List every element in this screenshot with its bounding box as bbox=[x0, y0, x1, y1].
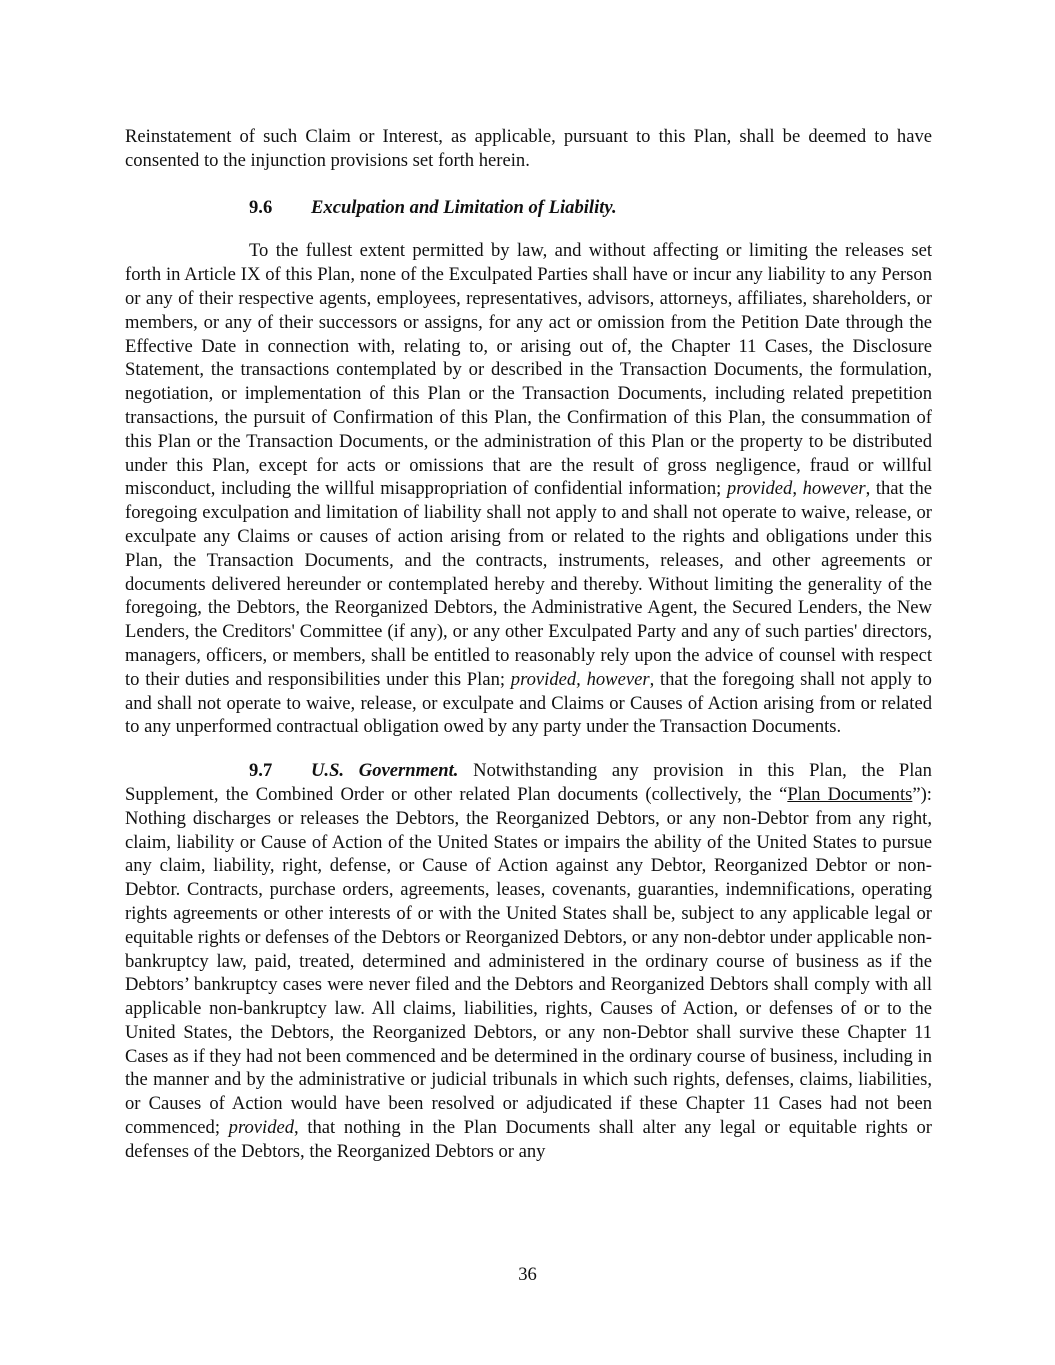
body-text: , that the foregoing exculpation and limitation of liability shall not apply to and shall not operate to waive, release, or exculpate any Claims or causes of action arising from or related to the rights and obligations under this Plan, the Transaction Documents, and the contracts, instruments, releases, and other agreements or documents delivered hereunder or contemplated hereby and thereby. Without limiting the generality of the foregoing, the Debtors, the Reorganized Debtors, the Administrative Agent, the Secured Lenders, the New Lenders, the Creditors' Committee (if any), or any other Exculpated Party and any of such parties' directors, managers, officers, or members, shall be entitled to reasonably rely upon the advice of counsel with respect to their duties and responsibilities under this Plan; bbox=[125, 478, 933, 690]
italic-term: provided bbox=[726, 478, 793, 500]
intro-paragraph: Reinstatement of such Claim or Interest, as applicable, pursuant to this Plan, shall be deemed to have consented to the injunction provisions set forth herein. bbox=[125, 126, 932, 171]
body-text: , that nothing in the Plan Documents shall alter any legal or equitable rights or defenses of the Debtors, the Reorganized Debtors or any bbox=[125, 1117, 932, 1162]
body-text: , that the foregoing shall not apply to and shall not operate to waive, release, or exculpate and Claims or Causes of Action arising from or related to any unperformed contractual obligation owed by any party under the Transaction Documents. bbox=[125, 668, 932, 738]
section-number: 9.7 bbox=[249, 760, 273, 782]
section-title: Exculpation and Limitation of Liability. bbox=[311, 196, 617, 218]
italic-term: provided, however bbox=[510, 668, 650, 690]
section-9-6-heading bbox=[125, 196, 932, 220]
italic-term: however bbox=[802, 478, 866, 500]
section-9-7-body bbox=[125, 759, 932, 1164]
section-9-6-body bbox=[125, 239, 932, 739]
body-text: Notwithstanding any provision in this Plan, the Plan Supplement, the Combined Order or other related Plan documents (collectively, the “ bbox=[125, 760, 932, 805]
body-text: To the fullest extent permitted by law, and without affecting or limiting the releases set forth in Article IX of this Plan, none of the Exculpated Parties shall have or incur any liability to any Person or any of their respective agents, employees, representatives, advisors, attorneys, affiliates, shareholders, or members, or any of their successors or assigns, for any act or omission from the Petition Date through the Effective Date in connection with, relating to, or arising out of, the Chapter 11 Cases, the Disclosure Statement, the transactions contemplated by or described in the Transaction Documents, the formulation, negotiation, or implementation of this Plan or the Transaction Documents, including related prepetition transactions, the pursuit of Confirmation of this Plan, the Confirmation of this Plan, the consummation of this Plan or the Transaction Documents, or the administration of this Plan or the property to be distributed under this Plan, except for acts or omissions that are the result of gross negligence, fraud or willful misconduct, including the willful misappropriation of confidential information; bbox=[125, 240, 932, 500]
page-number: 36 bbox=[518, 1264, 537, 1285]
body-text: , bbox=[792, 478, 803, 500]
body-text: ”): Nothing discharges or releases the Debtors, the Reorganized Debtors, or any non-Debtor from any right, claim, liability or Cause of Action of the United States or impairs the ability of the United States to pursue any claim, liability, right, defense, or Cause of Action against any Debtor, Reorganized Debtor or non-Debtor. Contracts, purchase orders, agreements, leases, covenants, guaranties, indemnifications, operating rights agreements or other interests of or with the United States shall be, subject to any applicable legal or equitable rights or defenses of the Debtors or Reorganized Debtors, or any non-debtor under applicable non-bankruptcy law, paid, treated, determined and administered in the ordinary course of business as if the Debtors’ bankruptcy cases were never filed and the Debtors and Reorganized Debtors shall comply with all applicable non-bankruptcy law. All claims, liabilities, rights, Causes of Action, or defenses of or to the United States, the Debtors, the Reorganized Debtors, or any non-Debtor shall survive these Chapter 11 Cases as if they had not been commenced and be determined in the ordinary course of business, including in the manner and by the administrative or judicial tribunals in which such rights, defenses, claims, liabilities, or Causes of Action would have been resolved or adjudicated if these Chapter 11 Cases had not been commenced; bbox=[125, 783, 932, 1139]
defined-term: Plan Documents bbox=[787, 783, 913, 805]
document-page bbox=[125, 125, 932, 1164]
italic-term: provided bbox=[228, 1117, 295, 1139]
section-number: 9.6 bbox=[249, 196, 273, 218]
section-title: U.S. Government. bbox=[311, 760, 459, 782]
